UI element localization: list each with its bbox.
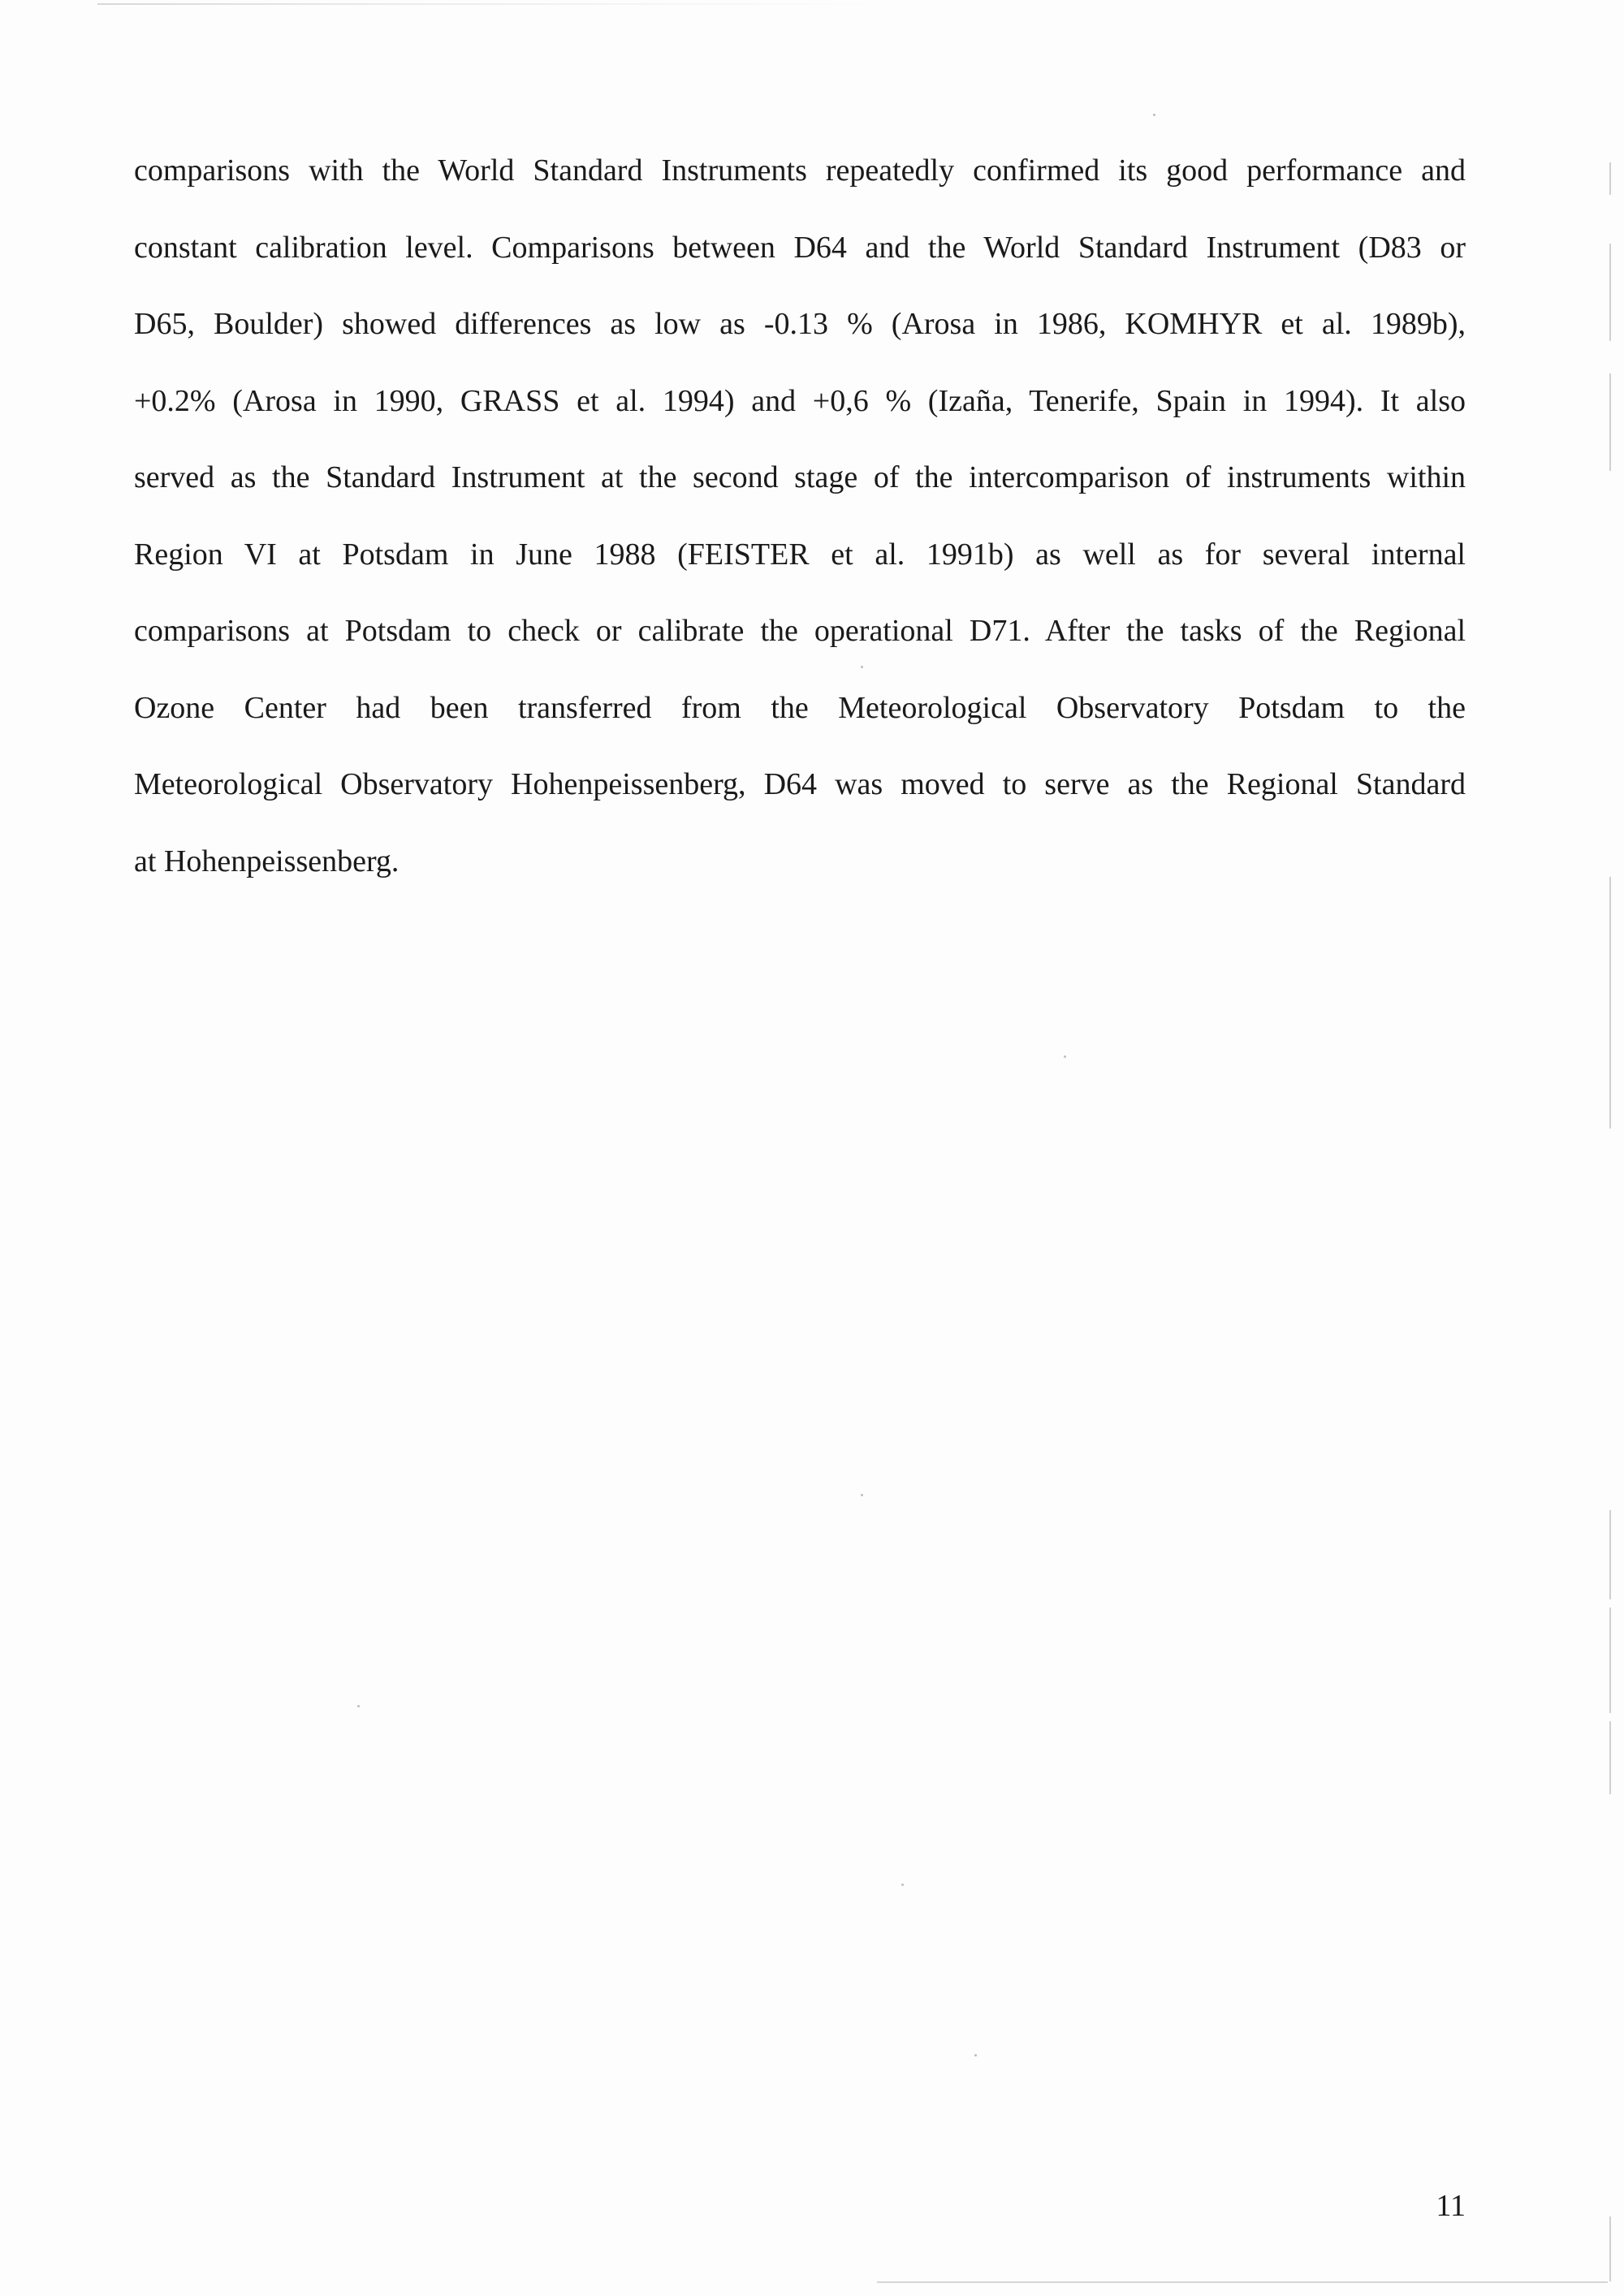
scan-edge-right: [1609, 162, 1611, 195]
scan-edge-right: [1609, 1608, 1611, 1713]
page-number: 11: [1436, 2189, 1466, 2223]
paragraph-line: comparisons with the World Standard Instruments repeatedly confirmed its good performance and: [134, 153, 1466, 188]
body-paragraph: [134, 138, 1466, 905]
scan-edge-bottom: [877, 2281, 1608, 2283]
scan-edge-right: [1609, 1510, 1611, 1599]
paragraph-line: Ozone Center had been transferred from the Meteorological Observatory Potsdam to the: [134, 690, 1466, 725]
scan-edge-right: [1609, 1721, 1611, 1794]
paragraph-line: at Hohenpeissenberg.: [134, 844, 400, 878]
scan-speck: [974, 2054, 977, 2056]
scan-edge-right: [1609, 1039, 1611, 1129]
scan-speck: [861, 1494, 863, 1496]
scan-edge-right: [1609, 2216, 1611, 2281]
paragraph-line: D65, Boulder) showed differences as low as -0.13 % (Arosa in 1986, KOMHYR et al. 1989b),: [134, 307, 1466, 341]
paragraph-line: Meteorological Observatory Hohenpeissenberg, D64 was moved to serve as the Regional Standard: [134, 767, 1466, 801]
scan-edge-top: [97, 3, 877, 5]
scan-edge-right: [1609, 373, 1611, 471]
paragraph-line: Region VI at Potsdam in June 1988 (FEISTER et al. 1991b) as well as for several internal: [134, 537, 1466, 572]
paragraph-line: constant calibration level. Comparisons between D64 and the World Standard Instrument (D83 or: [134, 230, 1466, 265]
scan-speck: [1064, 1055, 1066, 1058]
scan-speck: [1153, 114, 1155, 116]
scan-speck: [357, 1705, 360, 1707]
paragraph-line: comparisons at Potsdam to check or calibrate the operational D71. After the tasks of the Regional: [134, 614, 1466, 648]
scan-edge-right: [1609, 877, 1611, 958]
paragraph-line: served as the Standard Instrument at the second stage of the intercomparison of instruments within: [134, 460, 1466, 494]
scan-speck: [901, 1884, 904, 1886]
paragraph-line: +0.2% (Arosa in 1990, GRASS et al. 1994) and +0,6 % (Izaña, Tenerife, Spain in 1994). It also: [134, 383, 1466, 418]
scan-edge-right: [1609, 244, 1611, 341]
